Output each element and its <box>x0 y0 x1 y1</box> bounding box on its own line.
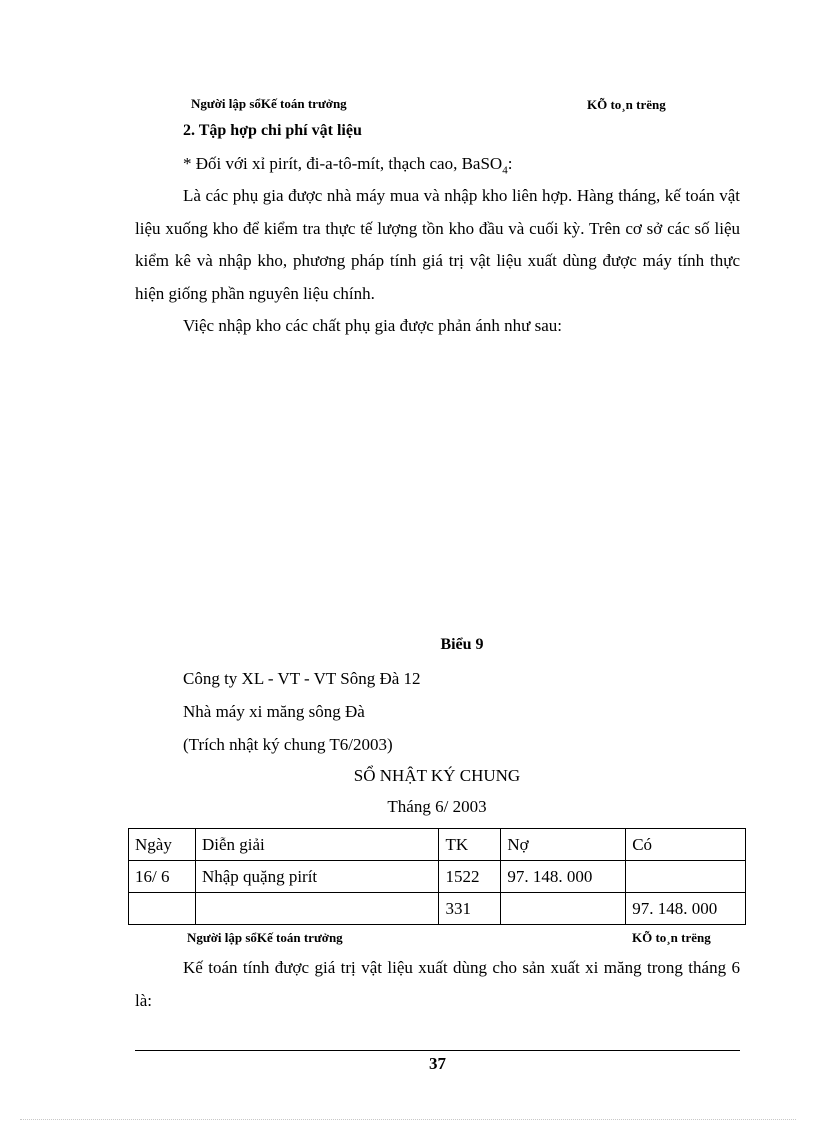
header-date: Ngày <box>129 829 196 861</box>
form-title-text: Biểu 9 <box>440 636 484 653</box>
header-credit: Có <box>626 829 746 861</box>
signature-chief-accountant-garbled-bottom: KÕ to¸n trëng <box>632 930 711 945</box>
cell-account: 1522 <box>439 861 501 893</box>
page-edge-dotted-line <box>20 1119 796 1120</box>
company-name: Công ty XL - VT - VT Sông Đà 12 <box>183 669 421 688</box>
excerpt-note: (Trích nhật ký chung T6/2003) <box>183 735 393 754</box>
body-paragraph-1: Là các phụ gia được nhà máy mua và nhập kho liên hợp. Hàng tháng, kế toán vật liệu xuống kho để kiểm tra thực tế lượng tồn kho đầu và cuối kỳ. Trên cơ sở các số liệu kiểm kê và nhập kho, phương pháp tính giá trị vật liệu xuất dùng được máy tính thực hiện giống phần nguyên liệu chính. <box>135 186 740 303</box>
bullet-text: * Đối với xỉ pirít, đi-a-tô-mít, thạch cao, BaSO <box>183 154 503 173</box>
bullet-colon: : <box>507 154 513 173</box>
cell-date: 16/ 6 <box>129 861 196 893</box>
signature-chief-accountant-garbled: KÕ to¸n trëng <box>587 97 666 112</box>
signature-preparer-chief-accountant-bottom: Người lập sổKế toán trưởng <box>187 930 343 945</box>
journal-table <box>128 828 746 925</box>
signature-preparer-chief-accountant: Người lập sổKế toán trưởng <box>191 96 347 111</box>
factory-name: Nhà máy xi măng sông Đà <box>183 702 365 721</box>
table-row <box>129 893 746 925</box>
cell-credit: 97. 148. 000 <box>626 893 746 925</box>
body-paragraph-2: Việc nhập kho các chất phụ gia được phản ánh như sau: <box>183 316 563 335</box>
header-account: TK <box>439 829 501 861</box>
cell-description <box>195 893 439 925</box>
bullet-subscript: 4 <box>502 164 508 177</box>
header-debit: Nợ <box>501 829 626 861</box>
ledger-title: SỔ NHẬT KÝ CHUNG <box>353 766 521 785</box>
cell-credit <box>626 861 746 893</box>
cell-account: 331 <box>439 893 501 925</box>
closing-paragraph: Kế toán tính được giá trị vật liệu xuất dùng cho sản xuất xi măng trong tháng 6 là: <box>135 958 740 1010</box>
cell-date <box>129 893 196 925</box>
table-row <box>129 861 746 893</box>
ledger-period: Tháng 6/ 2003 <box>387 797 487 816</box>
form-title <box>0 636 816 654</box>
table-header-row <box>129 829 746 861</box>
page-number: 37 <box>429 1054 446 1073</box>
footer-rule <box>135 1050 740 1051</box>
section-heading: 2. Tập hợp chi phí vật liệu <box>183 122 362 139</box>
cell-description: Nhập quặng pirít <box>195 861 439 893</box>
bullet-line <box>183 154 512 176</box>
cell-debit: 97. 148. 000 <box>501 861 626 893</box>
cell-debit <box>501 893 626 925</box>
header-description: Diễn giải <box>195 829 439 861</box>
